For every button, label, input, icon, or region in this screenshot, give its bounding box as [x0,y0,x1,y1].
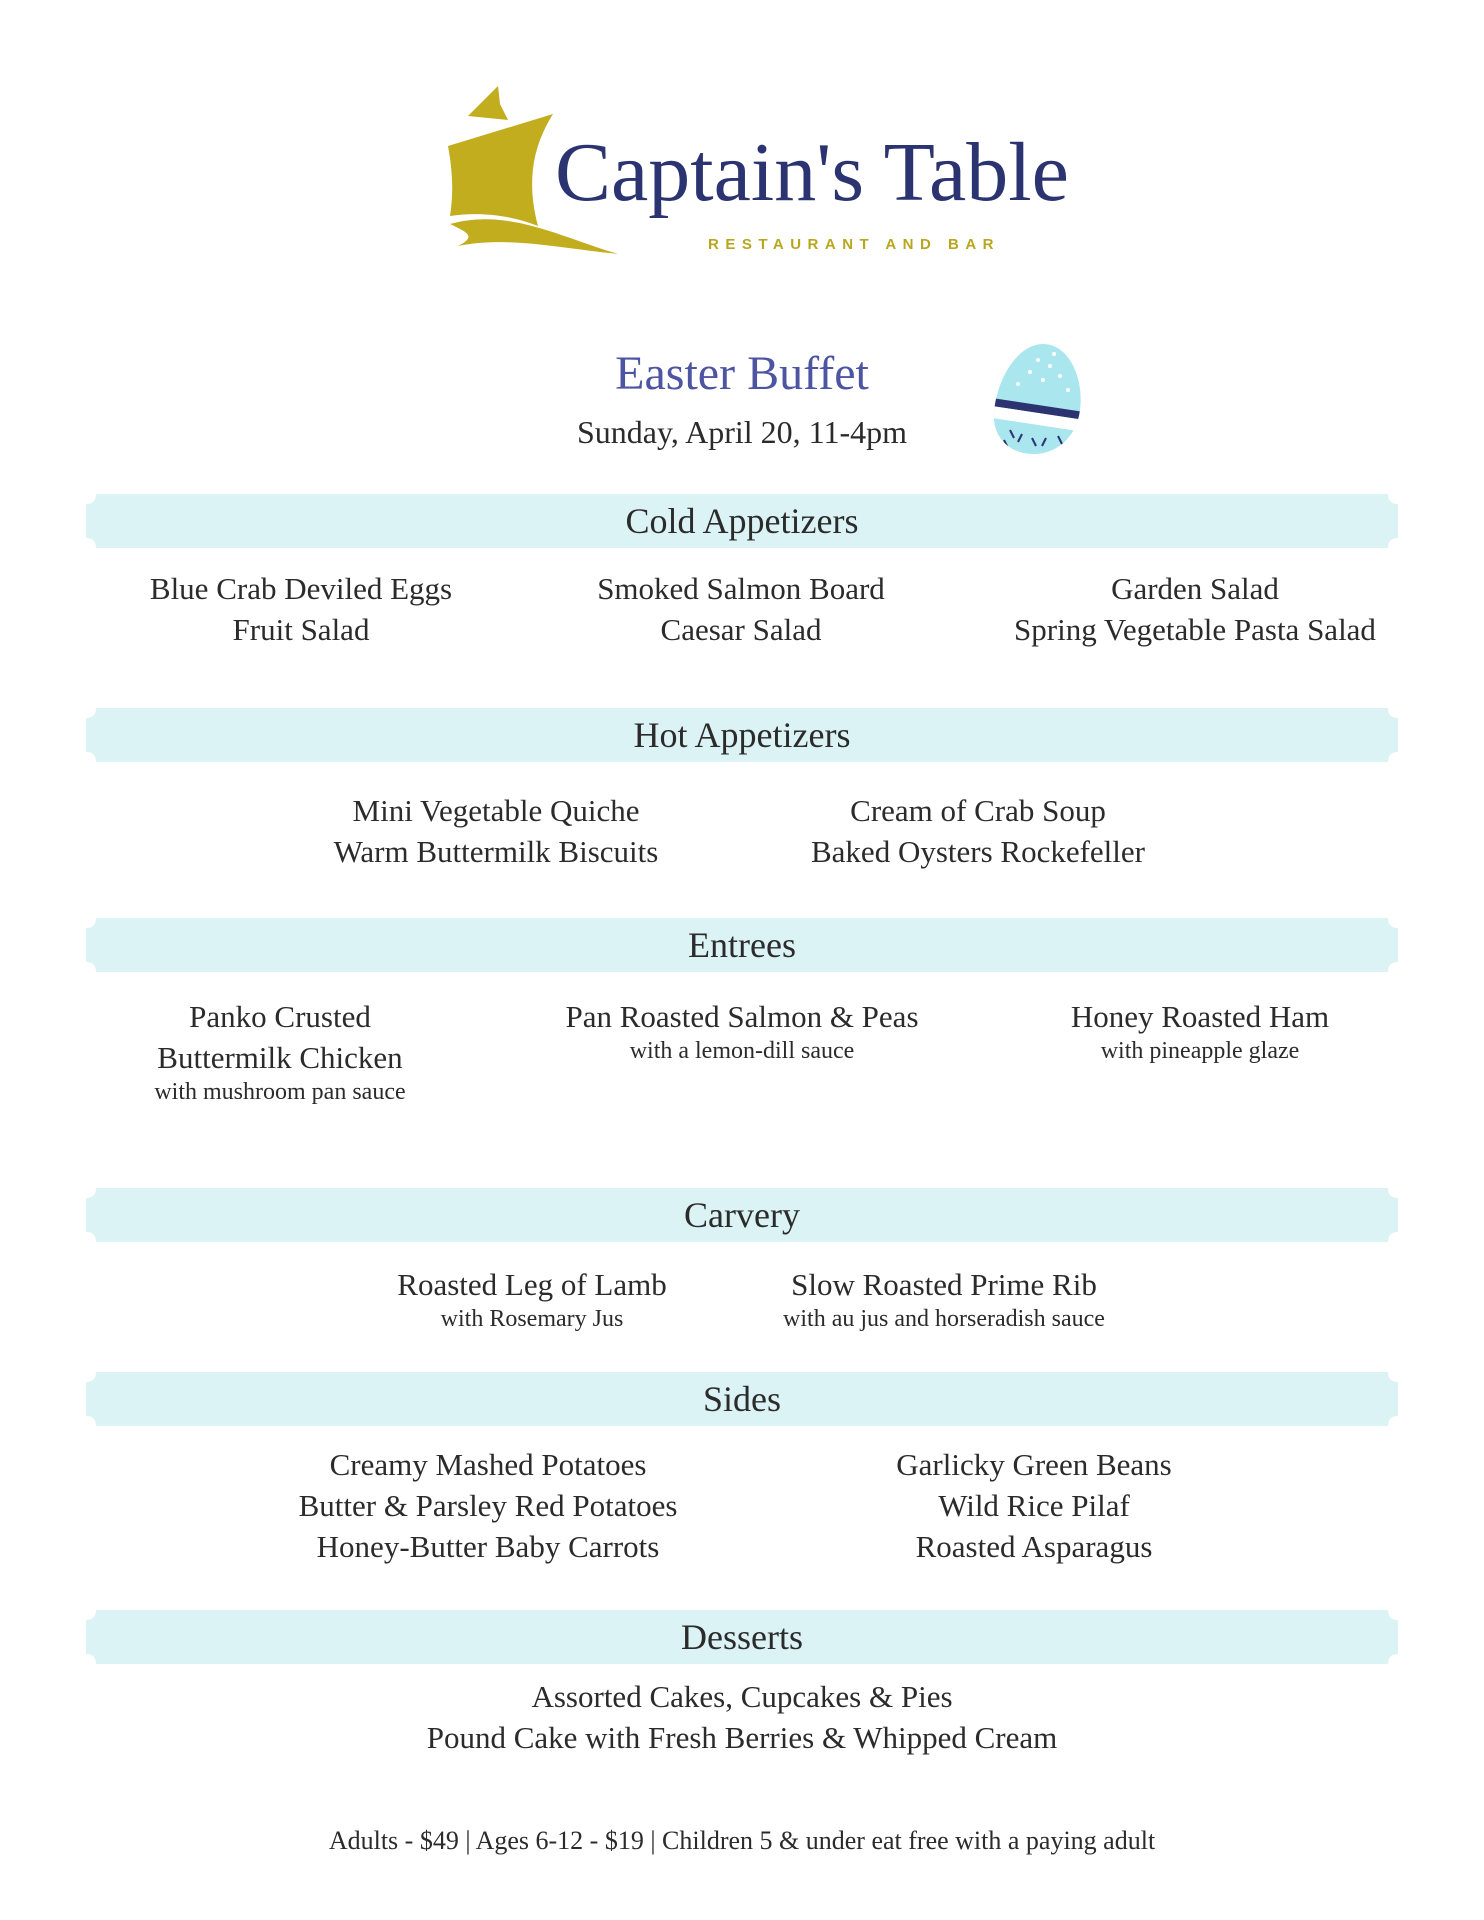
menu-item: Honey-Butter Baby Carrots [316,1529,660,1564]
sides-column-1 [268,1444,708,1567]
menu-item: Cream of Crab Soup [850,793,1106,828]
menu-item: Spring Vegetable Pasta Salad [1014,612,1376,647]
menu-item: Roasted Asparagus [915,1529,1153,1564]
menu-item-note: with pineapple glaze [1100,1038,1300,1064]
menu-item-name: Roasted Leg of Lamb [397,1267,667,1302]
menu-item-note: with au jus and horseradish sauce [783,1306,1105,1332]
section-banner-entrees [86,918,1398,972]
menu-item: Caesar Salad [660,612,822,647]
cold-column-3 [990,568,1400,650]
menu-item: Pound Cake with Fresh Berries & Whipped Cream [426,1720,1058,1755]
event-title: Easter Buffet [615,347,869,400]
menu-item: Fruit Salad [232,612,370,647]
entree-item-chicken [100,996,460,1106]
section-title: Cold Appetizers [625,501,859,541]
section-title: Desserts [681,1617,803,1657]
section-banner-desserts [86,1610,1398,1664]
menu-item-name: Buttermilk Chicken [157,1040,403,1075]
section-banner-carvery [86,1188,1398,1242]
menu-item: Creamy Mashed Potatoes [329,1447,647,1482]
menu-item: Garlicky Green Beans [896,1447,1172,1482]
menu-item-name: Honey Roasted Ham [1070,999,1330,1034]
menu-item: Garden Salad [1111,571,1279,606]
logo-wordmark: Captain's Table [555,126,1069,219]
section-title: Hot Appetizers [633,715,851,755]
menu-item-name: Panko Crusted [189,999,371,1034]
logo-subtitle: RESTAURANT AND BAR [708,236,1000,253]
pricing-footer: Adults - $49 | Ages 6-12 - $19 | Children 5 & under eat free with a paying adult [328,1826,1156,1855]
menu-item: Assorted Cakes, Cupcakes & Pies [531,1679,953,1714]
hot-column-2 [778,790,1178,872]
menu-item-note: with mushroom pan sauce [154,1079,406,1105]
menu-item: Warm Buttermilk Biscuits [333,834,659,869]
entree-item-ham [1020,996,1380,1065]
menu-item: Blue Crab Deviled Eggs [149,571,453,606]
menu-item: Baked Oysters Rockefeller [811,834,1145,869]
section-title: Carvery [684,1195,800,1235]
menu-item-name: Pan Roasted Salmon & Peas [565,999,919,1034]
easter-egg-icon [988,340,1088,458]
section-banner-sides [86,1372,1398,1426]
section-title: Entrees [688,925,796,965]
section-banner-cold-appetizers [86,494,1398,548]
section-title: Sides [702,1379,781,1419]
menu-item: Mini Vegetable Quiche [352,793,640,828]
desserts-list [292,1676,1192,1758]
sides-column-2 [834,1444,1234,1567]
carvery-item-lamb [352,1264,712,1333]
event-date: Sunday, April 20, 11-4pm [576,414,908,450]
menu-item: Smoked Salmon Board [597,571,885,606]
cold-column-1 [116,568,486,650]
cold-column-2 [556,568,926,650]
menu-item-note: with a lemon-dill sauce [629,1038,855,1064]
section-banner-hot-appetizers [86,708,1398,762]
hot-column-1 [296,790,696,872]
menu-item: Butter & Parsley Red Potatoes [298,1488,678,1523]
entree-item-salmon [542,996,942,1065]
carvery-item-prime-rib [744,1264,1144,1333]
menu-item-note: with Rosemary Jus [440,1306,624,1332]
menu-item-name: Slow Roasted Prime Rib [791,1267,1097,1302]
menu-item: Wild Rice Pilaf [938,1488,1130,1523]
